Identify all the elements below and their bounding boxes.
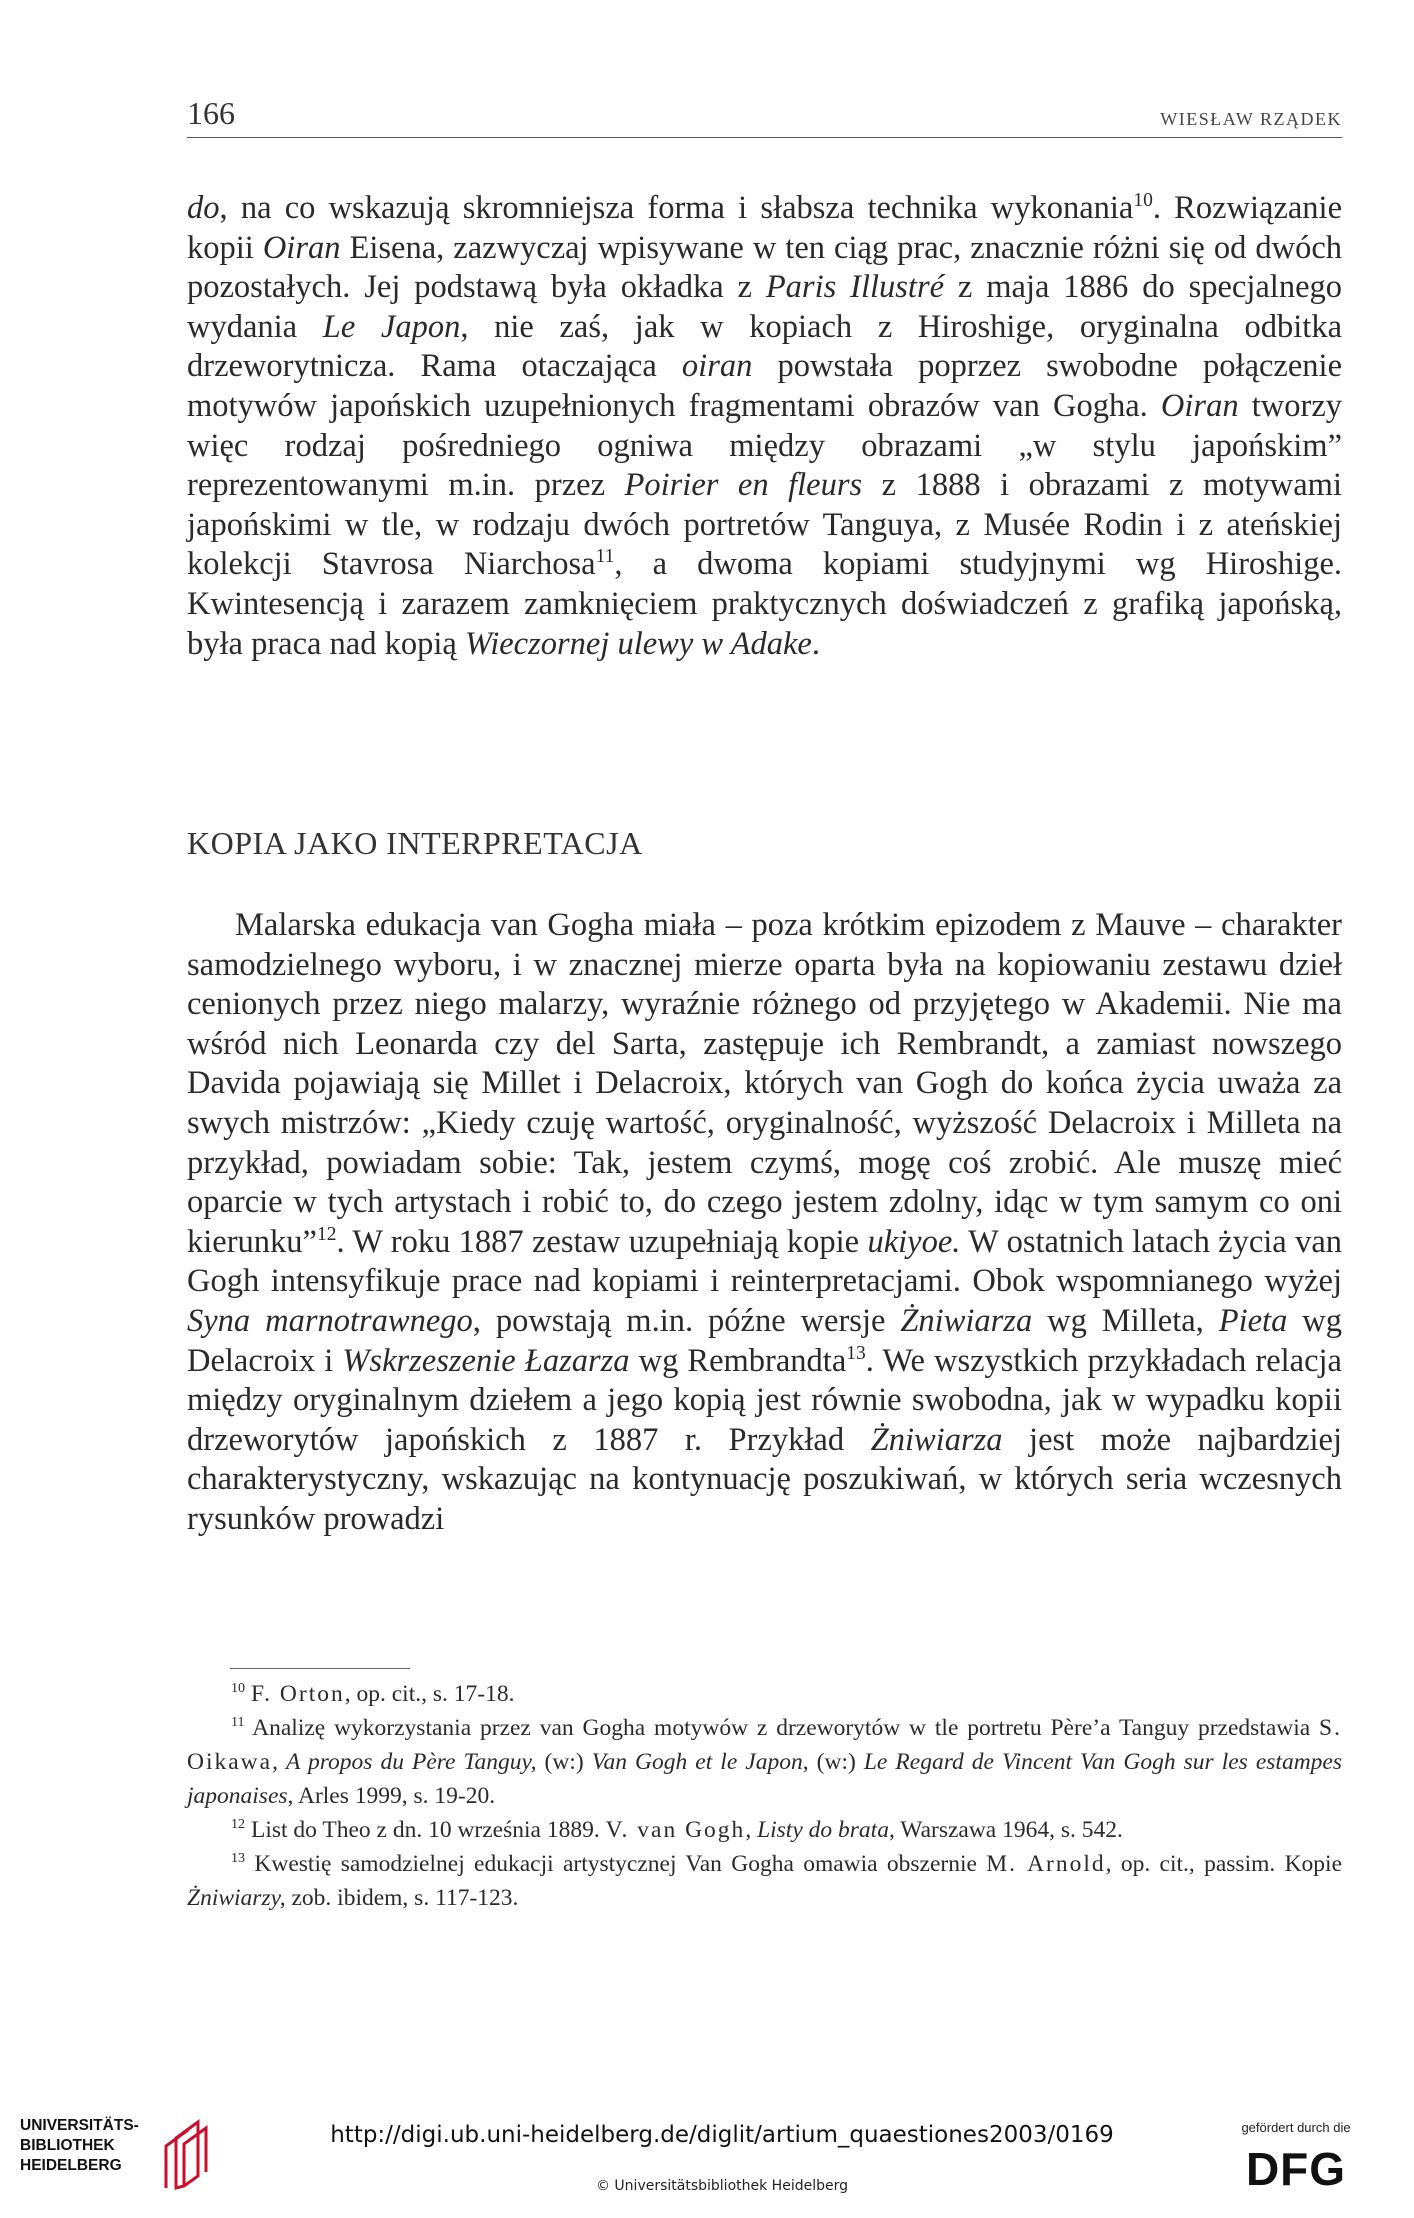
text-run: wg Delacroix i: [187, 1302, 1342, 1379]
dfg-funding-logo[interactable]: [1236, 2120, 1396, 2206]
italic-title: Paris Illustré: [765, 269, 945, 306]
footnote-ref-13[interactable]: 13: [846, 1342, 866, 1364]
heidelberg-library-logo[interactable]: [20, 2116, 220, 2196]
footnote-13: [187, 1847, 1342, 1915]
italic-title: Pieta: [1218, 1302, 1288, 1339]
author-name: V. van Gogh: [605, 1817, 746, 1843]
text-run: W ostatnich latach życia van Gogh intensyfikuje prace nad kopiami i reinterpretacjami. Obok wspomnianego wyżej: [187, 1223, 1342, 1300]
italic-title: Poirier en fleurs: [624, 467, 863, 504]
text-run: z maja 1886 do specjalnego wydania: [187, 269, 1342, 345]
library-name-line: UNIVERSITÄTS-: [20, 2117, 139, 2134]
library-name-line: HEIDELBERG: [20, 2157, 122, 2174]
footnote-number: 13: [231, 1850, 246, 1867]
text-run: , (w:): [802, 1749, 864, 1775]
italic-term: ukiyoe.: [867, 1223, 961, 1260]
text-run: , op. cit., passim. Kopie: [1105, 1851, 1342, 1877]
text-run: , na co wskazują skromniejsza forma i słabsza technika wykonania: [219, 190, 1134, 226]
library-name-line: BIBLIOTHEK: [20, 2137, 115, 2154]
copyright-notice: © Universitätsbibliothek Heidelberg: [595, 2178, 848, 2194]
footnote-number: 11: [231, 1714, 245, 1731]
text-run: Eisena, zazwyczaj wpisywane w ten ciąg prac, znacznie różni się od dwóch pozostałych. Jej podstawą była okładka z: [187, 229, 1342, 306]
italic-title: Le Japon: [322, 308, 461, 345]
source-url-link[interactable]: http://digi.ub.uni-heidelberg.de/diglit/artium_quaestiones2003/0169: [330, 2122, 1114, 2148]
italic-title: Listy do brata: [757, 1817, 889, 1843]
paragraph-text: [187, 189, 1342, 664]
text-run: .: [811, 625, 820, 662]
footnote-number: 12: [231, 1816, 246, 1833]
italic-title: Żniwiarzy,: [187, 1885, 286, 1911]
text-run: powstała poprzez swobodne połączenie motywów japońskich uzupełnionych fragmentami obrazów van Gogha.: [187, 348, 1342, 424]
footnote-11: [187, 1711, 1342, 1813]
dfg-caption: gefördert durch die: [1241, 2120, 1351, 2135]
text-run: , powstają m.in. późne wersje: [472, 1302, 901, 1339]
running-head-author: WIESŁAW RZĄDEK: [1160, 109, 1342, 129]
text-run: , nie zaś, jak w kopiach z Hiroshige, oryginalna odbitka drzeworytnicza. Rama otaczająca: [187, 308, 1342, 385]
paragraph-text: [187, 906, 1342, 1540]
section-heading: KOPIA JAKO INTERPRETACJA: [187, 825, 643, 861]
italic-title: Le Regard de Vincent Van Gogh sur les estampes japonaises: [187, 1749, 1343, 1809]
body-paragraph-1: [187, 189, 1342, 664]
text-run: jest może najbardziej charakterystyczny, wskazując na kontynuację poszukiwań, w których seria wczesnych rysunków prowadzi: [187, 1421, 1342, 1537]
library-name: [20, 2116, 139, 2176]
italic-title: Van Gogh et le Japon: [591, 1749, 803, 1775]
author-name: S. Oikawa: [187, 1715, 1342, 1775]
italic-title: Wskrzeszenie Łazarza: [342, 1342, 630, 1379]
italic-text: do: [187, 190, 220, 226]
footnote-10: [187, 1677, 1342, 1711]
italic-title: Oiran: [1160, 387, 1239, 424]
text-run: . We wszystkich przykładach relacja między oryginalnym dziełem a jego kopią jest równie swobodna, jak w wypadku kopii drzeworytów japońskich z 1887 r. Przykład: [187, 1342, 1342, 1458]
text-run: wg Rembrandta: [629, 1342, 847, 1379]
footnote-ref-11[interactable]: 11: [595, 546, 615, 568]
italic-title: Oiran: [262, 229, 341, 266]
footnotes: [187, 1677, 1342, 1915]
text-run: ,: [745, 1817, 758, 1843]
text-run: zob. ibidem, s. 117-123.: [285, 1885, 519, 1911]
italic-title: Syna marnotrawnego: [187, 1302, 473, 1339]
dfg-logo-text: DFG: [1245, 2143, 1347, 2195]
text-run: ,: [272, 1749, 287, 1775]
text-run: , op. cit., s. 17-18.: [344, 1681, 515, 1707]
italic-title: Wieczornej ulewy w Adake: [464, 625, 812, 662]
text-run: Kwestię samodzielnej edukacji artystycznej Van Gogha omawia obszernie: [245, 1851, 987, 1877]
footnote-ref-12[interactable]: 12: [316, 1223, 337, 1245]
text-run: Malarska edukacja van Gogha miała – poza krótkim epizodem z Mauve – charakter samodzielnego wyboru, i w znacznej mierze oparta była na kopiowaniu zestawu dzieł cenionych przez niego malarzy, wyraźnie różnego od przyjętego w Akademii. Nie ma wśród nich Leonarda czy del Sarta, zastępuje ich Rembrandt, a zamiast nowszego Davida pojawiają się Millet i Delacroix, których van Gogh do końca życia uważa za swych mistrzów: „Kiedy czuję wartość, oryginalność, wyższość Delacroix i Milleta na przykład, powiadam sobie: Tak, jestem czymś, mogę coś zrobić. Ale muszę mieć oparcie w tych artystach i robić to, do czego jestem zdolny, idąc w tym samym co oni kierunku”: [187, 907, 1342, 1260]
italic-term: oiran: [681, 348, 753, 385]
author-name: M. Arnold: [986, 1851, 1106, 1877]
italic-title: Żniwiarza: [900, 1302, 1033, 1339]
text-run: , Arles 1999, s. 19-20.: [287, 1783, 496, 1809]
running-head: [187, 95, 1342, 138]
italic-title: Żniwiarza: [870, 1421, 1003, 1458]
author-name: F. Orton: [250, 1681, 345, 1707]
text-run: . W roku 1887 zestaw uzupełniają kopie: [336, 1223, 868, 1260]
page-number: 166: [187, 95, 235, 131]
italic-title: A propos du Père Tanguy,: [286, 1749, 537, 1775]
text-run: tworzy więc rodzaj pośredniego ogniwa między obrazami „w stylu japońskim” reprezentowanymi m.in. przez: [187, 387, 1342, 504]
body-paragraph-2: [187, 906, 1342, 1540]
footnote-ref-10[interactable]: 10: [1133, 190, 1153, 212]
text-run: , Warszawa 1964, s. 542.: [888, 1817, 1123, 1843]
text-run: z 1888 i obrazami z motywami japońskimi w tle, w rodzaju dwóch portretów Tanguya, z Musée Rodin i z ateńskiej kolekcji Stavrosa Niarchosa: [187, 467, 1342, 583]
text-run: wg Milleta,: [1032, 1302, 1219, 1339]
text-run: Analizę wykorzystania przez van Gogha motywów z drzeworytów w tle portretu Père’a Tanguy przedstawia: [244, 1715, 1320, 1741]
text-run: (w:): [536, 1749, 592, 1775]
footnote-12: [187, 1813, 1342, 1847]
text-run: . Rozwiązanie kopii: [187, 190, 1342, 266]
text-run: , a dwoma kopiami studyjnymi wg Hiroshige. Kwintesencją i zarazem zamknięciem praktycznych doświadczeń z grafiką japońską, była praca nad kopią: [187, 546, 1343, 662]
ub-emblem-icon: [160, 2116, 210, 2190]
footnote-number: 10: [231, 1680, 246, 1697]
footnote-divider: [230, 1668, 410, 1669]
text-run: List do Theo z dn. 10 września 1889.: [245, 1817, 606, 1843]
